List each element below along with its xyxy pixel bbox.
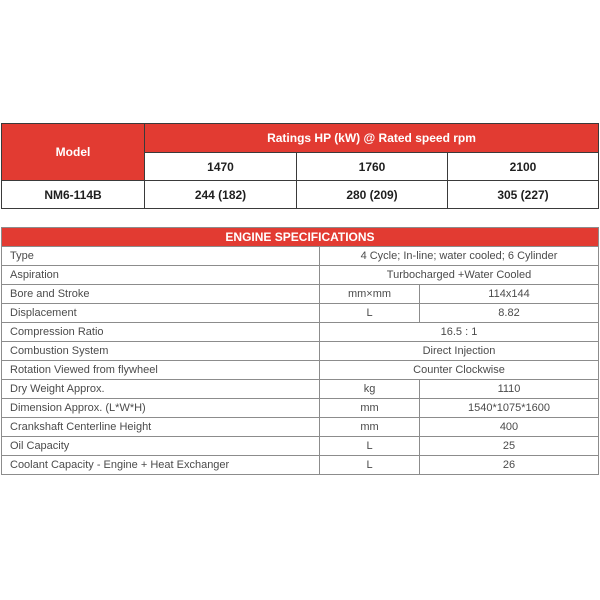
spec-unit: L <box>320 437 420 456</box>
spec-label: Dimension Approx. (L*W*H) <box>2 399 320 418</box>
spec-unit: L <box>320 304 420 323</box>
spec-label: Type <box>2 247 320 266</box>
spec-value: Direct Injection <box>320 342 599 361</box>
spec-unit: kg <box>320 380 420 399</box>
speed-column-header: 1760 <box>297 153 448 181</box>
spec-label: Coolant Capacity - Engine + Heat Exchanger <box>2 456 320 475</box>
table-row <box>2 266 599 285</box>
rating-value-cell: 280 (209) <box>297 181 448 209</box>
spec-value: 25 <box>420 437 599 456</box>
page-content <box>1 123 598 475</box>
table-row <box>2 399 599 418</box>
speed-column-header: 2100 <box>448 153 599 181</box>
spec-unit: L <box>320 456 420 475</box>
table-row <box>2 247 599 266</box>
spec-value: 400 <box>420 418 599 437</box>
spec-label: Rotation Viewed from flywheel <box>2 361 320 380</box>
table-row <box>2 304 599 323</box>
spec-unit: mm <box>320 399 420 418</box>
spec-label: Compression Ratio <box>2 323 320 342</box>
rating-value-cell: 305 (227) <box>448 181 599 209</box>
table-row <box>2 380 599 399</box>
speed-column-header: 1470 <box>145 153 297 181</box>
table-row <box>2 418 599 437</box>
spec-value: 4 Cycle; In-line; water cooled; 6 Cylinder <box>320 247 599 266</box>
spec-label: Aspiration <box>2 266 320 285</box>
spec-value: 1540*1075*1600 <box>420 399 599 418</box>
spec-value: Turbocharged +Water Cooled <box>320 266 599 285</box>
spec-label: Bore and Stroke <box>2 285 320 304</box>
spec-label: Crankshaft Centerline Height <box>2 418 320 437</box>
ratings-table <box>1 123 599 209</box>
specs-section <box>1 227 598 475</box>
spec-label: Dry Weight Approx. <box>2 380 320 399</box>
rating-value-cell: 244 (182) <box>145 181 297 209</box>
table-row <box>2 323 599 342</box>
ratings-header-cell: Ratings HP (kW) @ Rated speed rpm <box>145 124 599 153</box>
table-row <box>2 437 599 456</box>
spec-label: Oil Capacity <box>2 437 320 456</box>
table-row <box>2 285 599 304</box>
table-row <box>2 181 599 209</box>
spec-label: Displacement <box>2 304 320 323</box>
spec-unit: mm <box>320 418 420 437</box>
spec-value: 114x144 <box>420 285 599 304</box>
engine-specifications-table <box>1 227 599 475</box>
spec-label: Combustion System <box>2 342 320 361</box>
ratings-header-row <box>2 124 599 153</box>
spec-value: 16.5 : 1 <box>320 323 599 342</box>
table-row <box>2 456 599 475</box>
table-row <box>2 361 599 380</box>
specs-title-cell: ENGINE SPECIFICATIONS <box>2 228 599 247</box>
model-header-cell: Model <box>2 124 145 181</box>
table-row <box>2 342 599 361</box>
spec-value: 8.82 <box>420 304 599 323</box>
spec-unit: mm×mm <box>320 285 420 304</box>
spec-value: 1110 <box>420 380 599 399</box>
specs-title-row <box>2 228 599 247</box>
model-name-cell: NM6-114B <box>2 181 145 209</box>
spec-value: 26 <box>420 456 599 475</box>
spec-value: Counter Clockwise <box>320 361 599 380</box>
